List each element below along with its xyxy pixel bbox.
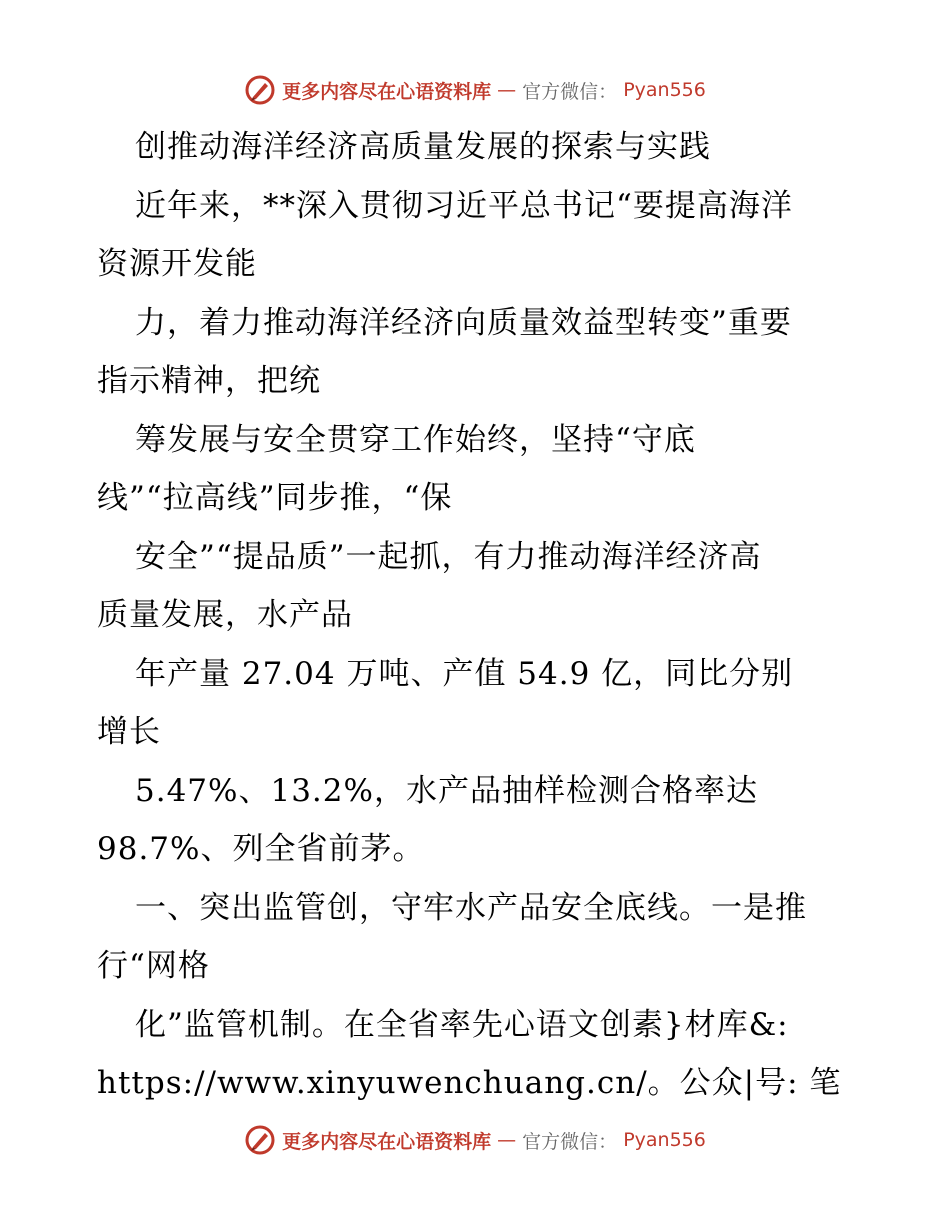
watermark-brand-text: 更多内容尽在心语资料库: [282, 1130, 492, 1153]
text-line: 化”监管机制。在全省率先心语文创素}材库&:: [135, 1006, 789, 1043]
document-body: [97, 118, 857, 1113]
text-line: 年产量 27.04 万吨、产值 54.9 亿，同比分别: [135, 655, 794, 692]
text-line: 质量发展，水产品: [97, 597, 353, 633]
watermark-wechat-label: 官方微信：: [522, 80, 618, 103]
text-line: 增长: [97, 714, 161, 750]
footer-watermark: [0, 1122, 950, 1158]
text-line: 力，着力推动海洋经济向质量效益型转变”重要: [135, 304, 792, 341]
text-line: 指示精神，把统: [97, 363, 321, 399]
watermark-wechat-id: Pyan556: [623, 79, 706, 101]
text-line: 行“网格: [97, 948, 210, 984]
url-line: https://www.xinyuwenchuang.cn/。公众|号: 笔: [97, 1065, 842, 1101]
watermark-dash: —: [497, 79, 517, 101]
pen-logo-icon: [244, 1124, 276, 1156]
text-line: 安全”“提品质”一起抓，有力推动海洋经济高: [135, 538, 762, 575]
watermark-dash: —: [497, 1129, 517, 1151]
text-line: 线”“拉高线”同步推，“保: [97, 480, 453, 516]
watermark-wechat-label: 官方微信：: [522, 1130, 618, 1153]
pen-logo-icon: [244, 74, 276, 106]
text-line: 筹发展与安全贯穿工作始终，坚持“守底: [135, 421, 696, 458]
header-watermark: [0, 72, 950, 108]
text-line: 一、突出监管创，守牢水产品安全底线。一是推: [135, 889, 807, 926]
watermark-brand-text: 更多内容尽在心语资料库: [282, 80, 492, 103]
text-line: 资源开发能: [97, 246, 257, 282]
text-line: 近年来，**深入贯彻习近平总书记“要提高海洋: [135, 187, 793, 224]
text-line: 98.7%、列全省前茅。: [97, 831, 425, 867]
watermark-wechat-id: Pyan556: [623, 1129, 706, 1151]
text-line: 5.47%、13.2%，水产品抽样检测合格率达: [135, 772, 758, 809]
document-title: 创推动海洋经济高质量发展的探索与实践: [135, 129, 711, 165]
